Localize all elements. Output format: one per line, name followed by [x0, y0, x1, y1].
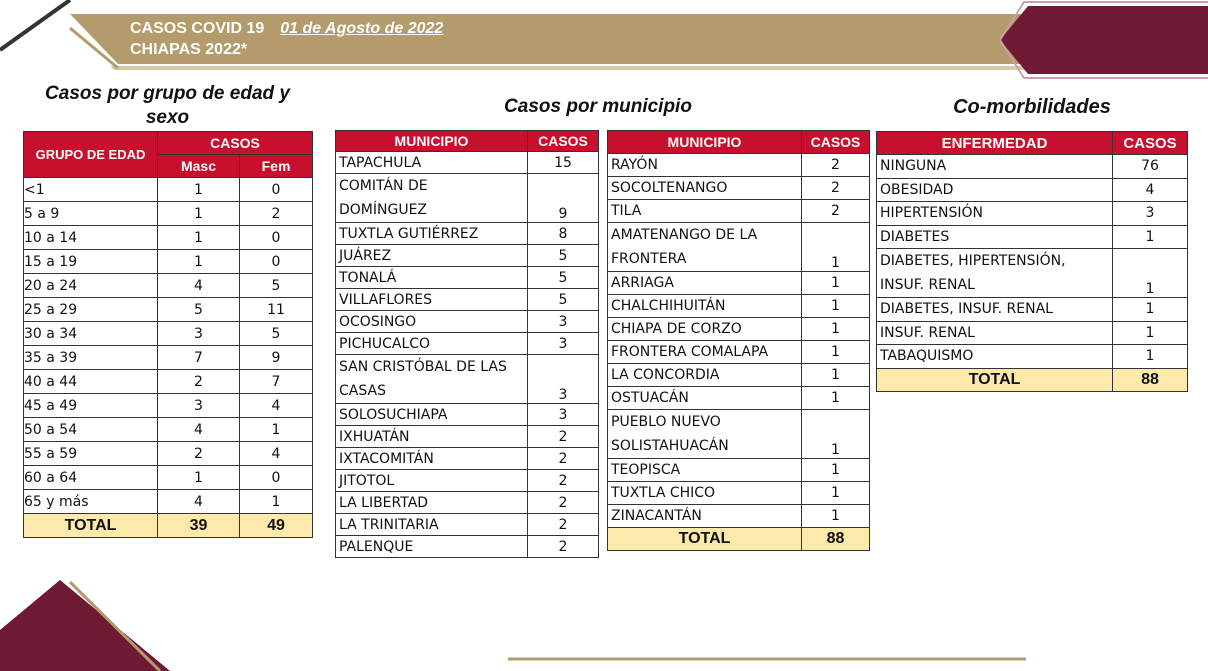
fem-value: 4 — [240, 442, 313, 466]
municipio-cases: 1 — [802, 318, 870, 341]
municipio-cases: 2 — [528, 492, 599, 514]
municipio-cases: 3 — [528, 355, 599, 404]
municipio-cases: 2 — [802, 200, 870, 223]
masc-value: 7 — [158, 346, 240, 370]
masc-value: 1 — [158, 202, 240, 226]
disease-cases: 1 — [1113, 225, 1188, 249]
municipio-name: LA CONCORDIA — [608, 364, 802, 387]
age-group: 10 a 14 — [24, 226, 158, 250]
disease-name: INSUF. RENAL — [877, 321, 1113, 345]
total-masc: 39 — [158, 514, 240, 538]
municipio-name: ARRIAGA — [608, 272, 802, 295]
municipio-name: JITOTOL — [336, 470, 528, 492]
disease-cases: 1 — [1113, 345, 1188, 369]
age-group: 5 a 9 — [24, 202, 158, 226]
table-row — [608, 272, 870, 295]
disease-name: TABAQUISMO — [877, 345, 1113, 369]
table-row — [336, 223, 599, 245]
municipio-cases: 1 — [802, 387, 870, 410]
municipio-name — [608, 223, 802, 272]
total-value: 88 — [1113, 368, 1188, 392]
municipio-name: TONALÁ — [336, 267, 528, 289]
table-row — [877, 225, 1188, 249]
municipio-cases: 3 — [528, 311, 599, 333]
municipio-name: IXTACOMITÁN — [336, 448, 528, 470]
masc-value: 5 — [158, 298, 240, 322]
top-left-diagonal — [0, 0, 70, 50]
municipio-name-line1: COMITÁN DE — [339, 178, 428, 194]
municipio-name: LA TRINITARIA — [336, 514, 528, 536]
municipio-cases: 5 — [528, 245, 599, 267]
municipio-cases: 3 — [528, 333, 599, 355]
municipio-name: TILA — [608, 200, 802, 223]
table-row — [24, 226, 313, 250]
disease-name: OBESIDAD — [877, 178, 1113, 202]
masc-value: 3 — [158, 394, 240, 418]
disease-name: NINGUNA — [877, 155, 1113, 179]
municipio-cases: 5 — [528, 289, 599, 311]
table-row — [336, 448, 599, 470]
table-row — [336, 245, 599, 267]
fem-value: 1 — [240, 418, 313, 442]
table-row — [336, 355, 599, 404]
header-title — [130, 18, 443, 60]
municipio-name: IXHUATÁN — [336, 426, 528, 448]
table-row — [24, 202, 313, 226]
table-row — [608, 341, 870, 364]
age-group-header: GRUPO DE EDAD — [24, 132, 158, 178]
municipio-name: TUXTLA GUTIÉRREZ — [336, 223, 528, 245]
municipio-name-line2: FRONTERA — [611, 251, 687, 267]
table-row — [608, 295, 870, 318]
cases-header: CASOS — [528, 131, 599, 152]
municipio-header: MUNICIPIO — [336, 131, 528, 152]
fem-value: 5 — [240, 274, 313, 298]
comorb-section-title: Co-morbilidades — [953, 96, 1111, 118]
table-row — [608, 318, 870, 341]
fem-header: Fem — [240, 155, 313, 178]
municipio-name: TAPACHULA — [336, 152, 528, 174]
table-row — [336, 152, 599, 174]
table-row — [336, 311, 599, 333]
masc-value: 1 — [158, 226, 240, 250]
fem-value: 4 — [240, 394, 313, 418]
municipio-name: CHIAPA DE CORZO — [608, 318, 802, 341]
municipio-name: JUÁREZ — [336, 245, 528, 267]
age-group: 55 a 59 — [24, 442, 158, 466]
municipio-cases: 2 — [528, 448, 599, 470]
total-fem: 49 — [240, 514, 313, 538]
municipio-cases: 15 — [528, 152, 599, 174]
masc-value: 3 — [158, 322, 240, 346]
municipio-total-row — [608, 528, 870, 551]
table-row — [877, 249, 1188, 298]
municipio-cases: 2 — [528, 514, 599, 536]
table-row — [608, 410, 870, 459]
municipio-name: SOLOSUCHIAPA — [336, 404, 528, 426]
masc-value: 2 — [158, 442, 240, 466]
municipio-cases: 2 — [528, 536, 599, 558]
municipio-name: FRONTERA COMALAPA — [608, 341, 802, 364]
masc-header: Masc — [158, 155, 240, 178]
municipio-name-line1: AMATENANGO DE LA — [611, 227, 758, 243]
total-label: TOTAL — [608, 528, 802, 551]
table-row — [608, 154, 870, 177]
fem-value: 2 — [240, 202, 313, 226]
table-row — [24, 178, 313, 202]
cases-header: CASOS — [802, 131, 870, 154]
masc-value: 4 — [158, 274, 240, 298]
municipio-cases: 1 — [802, 223, 870, 272]
age-group: 35 a 39 — [24, 346, 158, 370]
age-cases-header: CASOS — [158, 132, 313, 155]
municipio-name: LA LIBERTAD — [336, 492, 528, 514]
municipio-cases: 2 — [802, 154, 870, 177]
masc-value: 2 — [158, 370, 240, 394]
municipio-section-title: Casos por municipio — [504, 96, 692, 117]
table-row — [608, 177, 870, 200]
age-group: 60 a 64 — [24, 466, 158, 490]
fem-value: 9 — [240, 346, 313, 370]
table-row — [24, 466, 313, 490]
fem-value: 11 — [240, 298, 313, 322]
age-total-row — [24, 514, 313, 538]
municipio-name: OCOSINGO — [336, 311, 528, 333]
disease-cases: 3 — [1113, 202, 1188, 226]
disease-name: HIPERTENSIÓN — [877, 202, 1113, 226]
municipio-cases: 1 — [802, 410, 870, 459]
table-row — [877, 298, 1188, 322]
age-group: <1 — [24, 178, 158, 202]
disease-name — [877, 249, 1113, 298]
table-row — [336, 267, 599, 289]
table-row — [24, 322, 313, 346]
disease-cases: 1 — [1113, 249, 1188, 298]
comorb-total-row — [877, 368, 1188, 392]
masc-value: 1 — [158, 250, 240, 274]
fem-value: 7 — [240, 370, 313, 394]
header-band-stripe — [110, 66, 1030, 70]
table-row — [877, 345, 1188, 369]
fem-value: 0 — [240, 250, 313, 274]
disease-name-line2: INSUF. RENAL — [880, 277, 975, 293]
municipio-name-line2: SOLISTAHUACÁN — [611, 438, 729, 454]
municipio-cases: 1 — [802, 505, 870, 528]
fem-value: 0 — [240, 226, 313, 250]
table-row — [608, 482, 870, 505]
table-row — [336, 492, 599, 514]
header-line2: CHIAPAS 2022* — [130, 41, 248, 58]
municipio-table-left — [335, 130, 599, 558]
municipio-name — [336, 355, 528, 404]
table-row — [336, 404, 599, 426]
table-row — [24, 490, 313, 514]
municipio-cases: 1 — [802, 459, 870, 482]
table-row — [608, 387, 870, 410]
municipio-name: OSTUACÁN — [608, 387, 802, 410]
table-row — [24, 442, 313, 466]
disease-cases: 1 — [1113, 321, 1188, 345]
municipio-cases: 5 — [528, 267, 599, 289]
table-row — [877, 155, 1188, 179]
age-group: 15 a 19 — [24, 250, 158, 274]
masc-value: 1 — [158, 466, 240, 490]
disease-cases: 76 — [1113, 155, 1188, 179]
disease-cases: 1 — [1113, 298, 1188, 322]
age-group: 50 a 54 — [24, 418, 158, 442]
total-value: 88 — [802, 528, 870, 551]
age-group: 20 a 24 — [24, 274, 158, 298]
municipio-name: PICHUCALCO — [336, 333, 528, 355]
table-row — [24, 418, 313, 442]
municipio-name-line2: DOMÍNGUEZ — [339, 202, 428, 218]
municipio-cases: 1 — [802, 482, 870, 505]
municipio-name: SOCOLTENANGO — [608, 177, 802, 200]
table-row — [24, 370, 313, 394]
municipio-cases: 9 — [528, 174, 599, 223]
municipio-name-line2: CASAS — [339, 383, 386, 399]
table-row — [24, 250, 313, 274]
fem-value: 1 — [240, 490, 313, 514]
comorb-table — [876, 131, 1188, 392]
municipio-name: PALENQUE — [336, 536, 528, 558]
table-row — [877, 202, 1188, 226]
municipio-name: TUXTLA CHICO — [608, 482, 802, 505]
disease-header: ENFERMEDAD — [877, 132, 1113, 155]
table-row — [608, 200, 870, 223]
municipio-cases: 1 — [802, 341, 870, 364]
fem-value: 0 — [240, 466, 313, 490]
disease-name-line1: DIABETES, HIPERTENSIÓN, — [880, 253, 1066, 269]
table-row — [608, 223, 870, 272]
age-table — [23, 131, 313, 538]
masc-value: 1 — [158, 178, 240, 202]
masc-value: 4 — [158, 490, 240, 514]
total-label: TOTAL — [877, 368, 1113, 392]
municipio-cases: 2 — [528, 470, 599, 492]
masc-value: 4 — [158, 418, 240, 442]
municipio-table-right — [607, 130, 870, 551]
table-row — [336, 333, 599, 355]
municipio-name — [608, 410, 802, 459]
header-line1: CASOS COVID 19 — [130, 20, 265, 37]
municipio-cases: 1 — [802, 272, 870, 295]
disease-name: DIABETES, INSUF. RENAL — [877, 298, 1113, 322]
age-group: 65 y más — [24, 490, 158, 514]
age-group: 30 a 34 — [24, 322, 158, 346]
age-section-title: Casos por grupo de edad y sexo — [45, 83, 290, 128]
table-row — [608, 459, 870, 482]
table-row — [24, 394, 313, 418]
age-group: 40 a 44 — [24, 370, 158, 394]
age-group: 45 a 49 — [24, 394, 158, 418]
municipio-cases: 2 — [528, 426, 599, 448]
table-row — [24, 346, 313, 370]
municipio-name — [336, 174, 528, 223]
municipio-name: ZINACANTÁN — [608, 505, 802, 528]
top-right-maroon-shape — [1000, 6, 1208, 74]
municipio-name-line1: SAN CRISTÓBAL DE LAS — [339, 359, 507, 375]
municipio-header: MUNICIPIO — [608, 131, 802, 154]
municipio-cases: 1 — [802, 364, 870, 387]
municipio-cases: 8 — [528, 223, 599, 245]
table-row — [608, 505, 870, 528]
table-row — [877, 178, 1188, 202]
total-label: TOTAL — [24, 514, 158, 538]
cases-header: CASOS — [1113, 132, 1188, 155]
table-row — [336, 536, 599, 558]
municipio-name: VILLAFLORES — [336, 289, 528, 311]
municipio-cases: 2 — [802, 177, 870, 200]
municipio-name: TEOPISCA — [608, 459, 802, 482]
municipio-name-line1: PUEBLO NUEVO — [611, 414, 721, 430]
table-row — [24, 274, 313, 298]
fem-value: 0 — [240, 178, 313, 202]
municipio-name: RAYÓN — [608, 154, 802, 177]
table-row — [608, 364, 870, 387]
table-row — [24, 298, 313, 322]
municipio-name: CHALCHIHUITÁN — [608, 295, 802, 318]
table-row — [877, 321, 1188, 345]
table-row — [336, 514, 599, 536]
municipio-cases: 3 — [528, 404, 599, 426]
table-row — [336, 289, 599, 311]
header-date: 01 de Agosto de 2022 — [280, 20, 444, 37]
disease-name: DIABETES — [877, 225, 1113, 249]
municipio-cases: 1 — [802, 295, 870, 318]
table-row — [336, 174, 599, 223]
table-row — [336, 426, 599, 448]
fem-value: 5 — [240, 322, 313, 346]
table-row — [336, 470, 599, 492]
disease-cases: 4 — [1113, 178, 1188, 202]
age-group: 25 a 29 — [24, 298, 158, 322]
